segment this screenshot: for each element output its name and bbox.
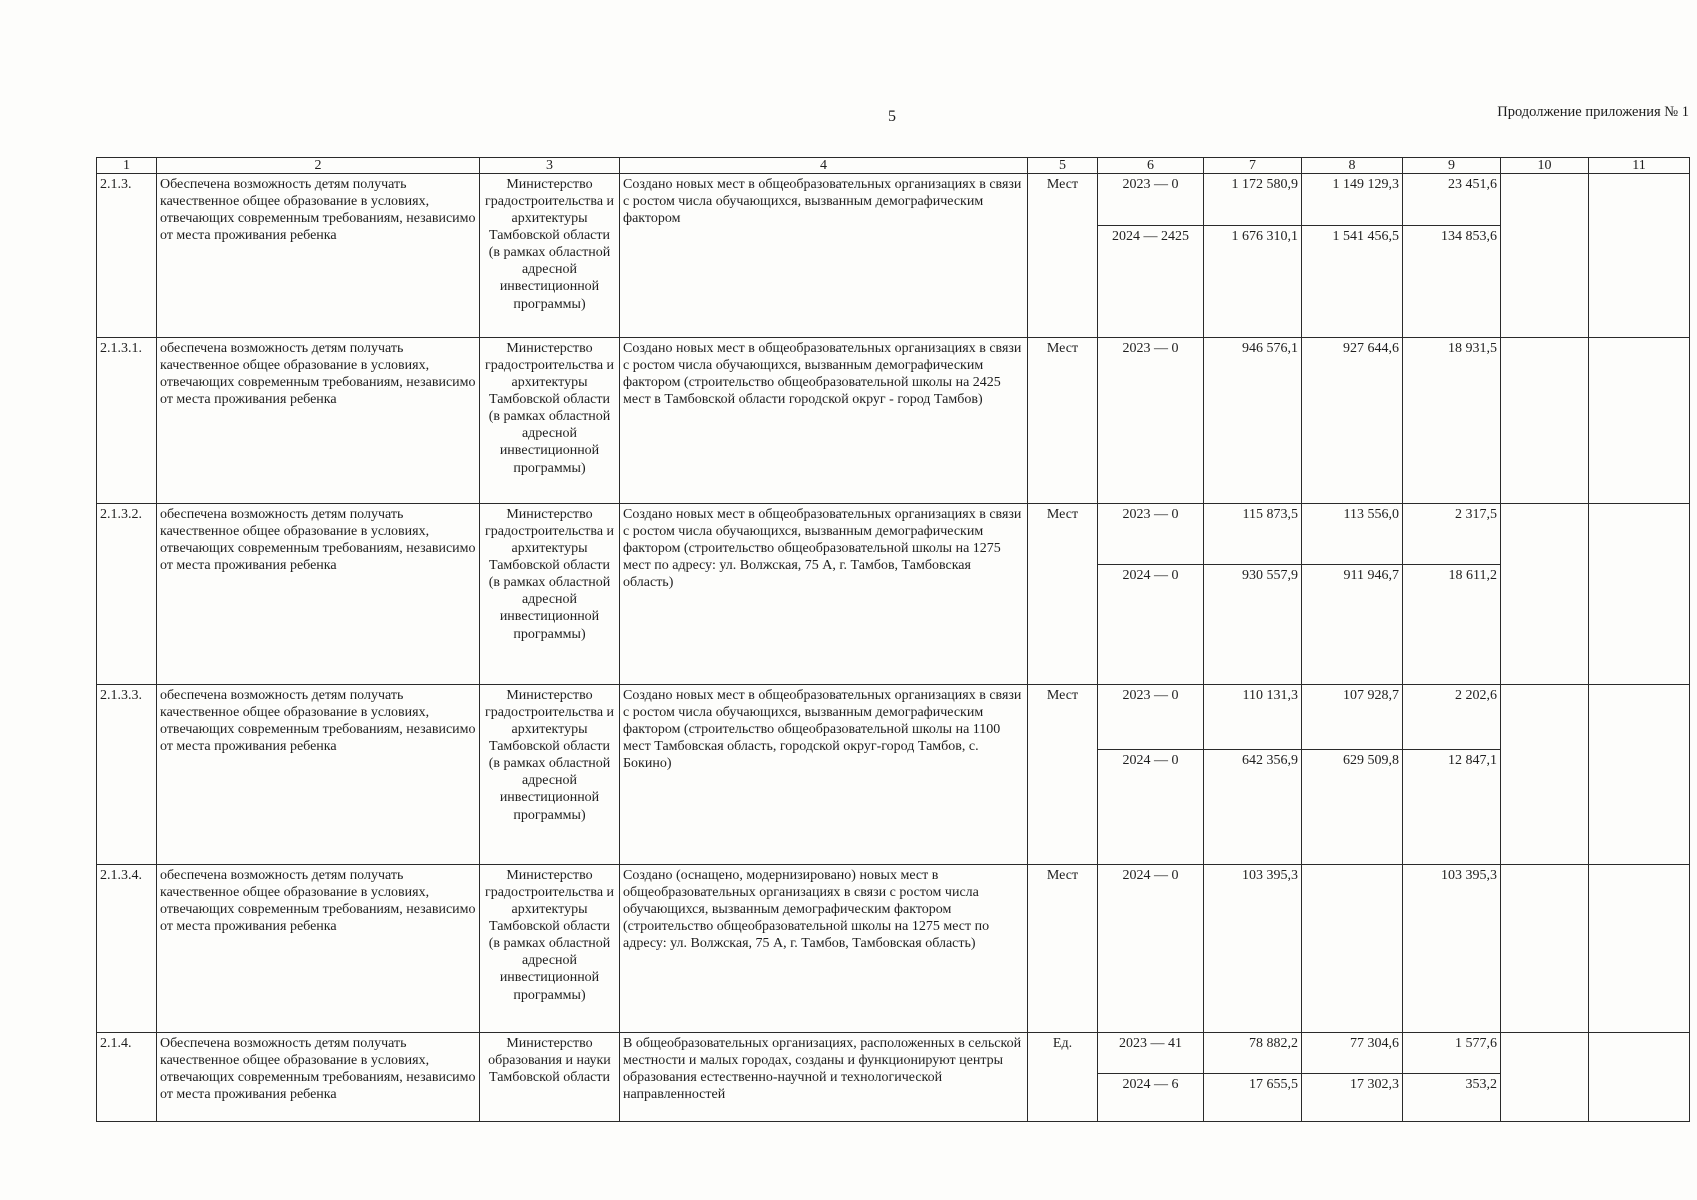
empty-cell [1501, 338, 1589, 504]
column-header: 4 [620, 158, 1028, 174]
year-value: 2024 — 0 [1098, 865, 1204, 1033]
year-value: 2024 — 2425 [1098, 226, 1204, 338]
federal-amount: 17 302,3 [1302, 1074, 1403, 1122]
federal-amount: 927 644,6 [1302, 338, 1403, 504]
item-indicator: Создано новых мест в общеобразовательных организациях в связи с ростом числа обучающихся, вызванным демографическим фактором (строительство общеобразовательной школы на 1100 мест Тамбовская область, городской округ-город Тамбов, с. Бокино) [620, 685, 1028, 865]
total-amount: 115 873,5 [1204, 504, 1302, 565]
regional-amount: 103 395,3 [1403, 865, 1501, 1033]
item-indicator: Создано (оснащено, модернизировано) новых мест в общеобразовательных организациях в связи с ростом числа обучающихся, вызванным демографическим фактором (строительство общеобразовательной школы на 1275 мест по адресу: ул. Волжская, 75 А, г. Тамбов, Тамбовская область) [620, 865, 1028, 1033]
empty-cell [1501, 504, 1589, 685]
item-responsible: Министерство градостроительства и архитектуры Тамбовской области (в рамках областной адресной инвестиционной программы) [480, 865, 620, 1033]
empty-cell [1589, 1033, 1690, 1122]
item-unit: Мест [1028, 174, 1098, 338]
federal-amount: 1 149 129,3 [1302, 174, 1403, 226]
empty-cell [1589, 685, 1690, 865]
item-responsible: Министерство градостроительства и архитектуры Тамбовской области (в рамках областной адресной инвестиционной программы) [480, 504, 620, 685]
empty-cell [1501, 174, 1589, 338]
table-row [97, 865, 1690, 1033]
regional-amount: 2 202,6 [1403, 685, 1501, 750]
item-result: Обеспечена возможность детям получать качественное общее образование в условиях, отвечающих современным требованиям, независимо от места проживания ребенка [157, 1033, 480, 1122]
total-amount: 642 356,9 [1204, 750, 1302, 865]
item-result: обеспечена возможность детям получать качественное общее образование в условиях, отвечающих современным требованиям, независимо от места проживания ребенка [157, 338, 480, 504]
federal-amount: 77 304,6 [1302, 1033, 1403, 1074]
item-result: обеспечена возможность детям получать качественное общее образование в условиях, отвечающих современным требованиям, независимо от места проживания ребенка [157, 504, 480, 685]
total-amount: 930 557,9 [1204, 565, 1302, 685]
regional-amount: 353,2 [1403, 1074, 1501, 1122]
continuation-label: Продолжение приложения № 1 [1497, 104, 1689, 120]
item-unit: Ед. [1028, 1033, 1098, 1122]
total-amount: 1 172 580,9 [1204, 174, 1302, 226]
federal-amount: 911 946,7 [1302, 565, 1403, 685]
table-row [97, 174, 1690, 226]
federal-amount [1302, 865, 1403, 1033]
total-amount: 110 131,3 [1204, 685, 1302, 750]
item-indicator: Создано новых мест в общеобразовательных организациях в связи с ростом числа обучающихся, вызванным демографическим фактором [620, 174, 1028, 338]
item-responsible: Министерство образования и науки Тамбовской области [480, 1033, 620, 1122]
empty-cell [1589, 504, 1690, 685]
item-result: обеспечена возможность детям получать качественное общее образование в условиях, отвечающих современным требованиям, независимо от места проживания ребенка [157, 685, 480, 865]
item-result: обеспечена возможность детям получать качественное общее образование в условиях, отвечающих современным требованиям, независимо от места проживания ребенка [157, 865, 480, 1033]
column-header: 11 [1589, 158, 1690, 174]
item-code: 2.1.3.2. [97, 504, 157, 685]
column-header: 3 [480, 158, 620, 174]
regional-amount: 2 317,5 [1403, 504, 1501, 565]
column-number-row [97, 158, 1690, 174]
year-value: 2024 — 0 [1098, 750, 1204, 865]
year-value: 2024 — 0 [1098, 565, 1204, 685]
column-header: 6 [1098, 158, 1204, 174]
column-header: 5 [1028, 158, 1098, 174]
column-header: 7 [1204, 158, 1302, 174]
year-value: 2023 — 0 [1098, 504, 1204, 565]
item-code: 2.1.3.3. [97, 685, 157, 865]
column-header: 9 [1403, 158, 1501, 174]
empty-cell [1501, 865, 1589, 1033]
column-header: 8 [1302, 158, 1403, 174]
page-number: 5 [888, 108, 896, 125]
item-code: 2.1.4. [97, 1033, 157, 1122]
item-indicator: Создано новых мест в общеобразовательных организациях в связи с ростом числа обучающихся, вызванным демографическим фактором (строительство общеобразовательной школы на 1275 мест по адресу: ул. Волжская, 75 А, г. Тамбов, Тамбовская область) [620, 504, 1028, 685]
table-row [97, 504, 1690, 565]
item-unit: Мест [1028, 865, 1098, 1033]
regional-amount: 23 451,6 [1403, 174, 1501, 226]
column-header: 10 [1501, 158, 1589, 174]
item-indicator: В общеобразовательных организациях, расположенных в сельской местности и малых городах, созданы и функционируют центры образования естественно-научной и технологической направленностей [620, 1033, 1028, 1122]
federal-amount: 629 509,8 [1302, 750, 1403, 865]
regional-amount: 18 931,5 [1403, 338, 1501, 504]
item-responsible: Министерство градостроительства и архитектуры Тамбовской области (в рамках областной адресной инвестиционной программы) [480, 685, 620, 865]
item-responsible: Министерство градостроительства и архитектуры Тамбовской области (в рамках областной адресной инвестиционной программы) [480, 174, 620, 338]
program-table [96, 157, 1690, 1122]
table-row [97, 338, 1690, 504]
column-header: 2 [157, 158, 480, 174]
item-unit: Мест [1028, 338, 1098, 504]
table-row [97, 685, 1690, 750]
total-amount: 1 676 310,1 [1204, 226, 1302, 338]
empty-cell [1589, 865, 1690, 1033]
item-indicator: Создано новых мест в общеобразовательных организациях в связи с ростом числа обучающихся, вызванным демографическим фактором (строительство общеобразовательной школы на 2425 мест в Тамбовской области городской округ - город Тамбов) [620, 338, 1028, 504]
federal-amount: 1 541 456,5 [1302, 226, 1403, 338]
item-code: 2.1.3.4. [97, 865, 157, 1033]
regional-amount: 18 611,2 [1403, 565, 1501, 685]
year-value: 2023 — 0 [1098, 174, 1204, 226]
empty-cell [1501, 1033, 1589, 1122]
total-amount: 17 655,5 [1204, 1074, 1302, 1122]
total-amount: 103 395,3 [1204, 865, 1302, 1033]
empty-cell [1589, 338, 1690, 504]
empty-cell [1589, 174, 1690, 338]
total-amount: 946 576,1 [1204, 338, 1302, 504]
year-value: 2023 — 0 [1098, 338, 1204, 504]
item-result: Обеспечена возможность детям получать качественное общее образование в условиях, отвечающих современным требованиям, независимо от места проживания ребенка [157, 174, 480, 338]
table-row [97, 1033, 1690, 1074]
item-responsible: Министерство градостроительства и архитектуры Тамбовской области (в рамках областной адресной инвестиционной программы) [480, 338, 620, 504]
year-value: 2023 — 0 [1098, 685, 1204, 750]
year-value: 2023 — 41 [1098, 1033, 1204, 1074]
regional-amount: 134 853,6 [1403, 226, 1501, 338]
empty-cell [1501, 685, 1589, 865]
federal-amount: 113 556,0 [1302, 504, 1403, 565]
regional-amount: 1 577,6 [1403, 1033, 1501, 1074]
column-header: 1 [97, 158, 157, 174]
item-code: 2.1.3.1. [97, 338, 157, 504]
item-unit: Мест [1028, 504, 1098, 685]
year-value: 2024 — 6 [1098, 1074, 1204, 1122]
federal-amount: 107 928,7 [1302, 685, 1403, 750]
total-amount: 78 882,2 [1204, 1033, 1302, 1074]
item-code: 2.1.3. [97, 174, 157, 338]
item-unit: Мест [1028, 685, 1098, 865]
regional-amount: 12 847,1 [1403, 750, 1501, 865]
